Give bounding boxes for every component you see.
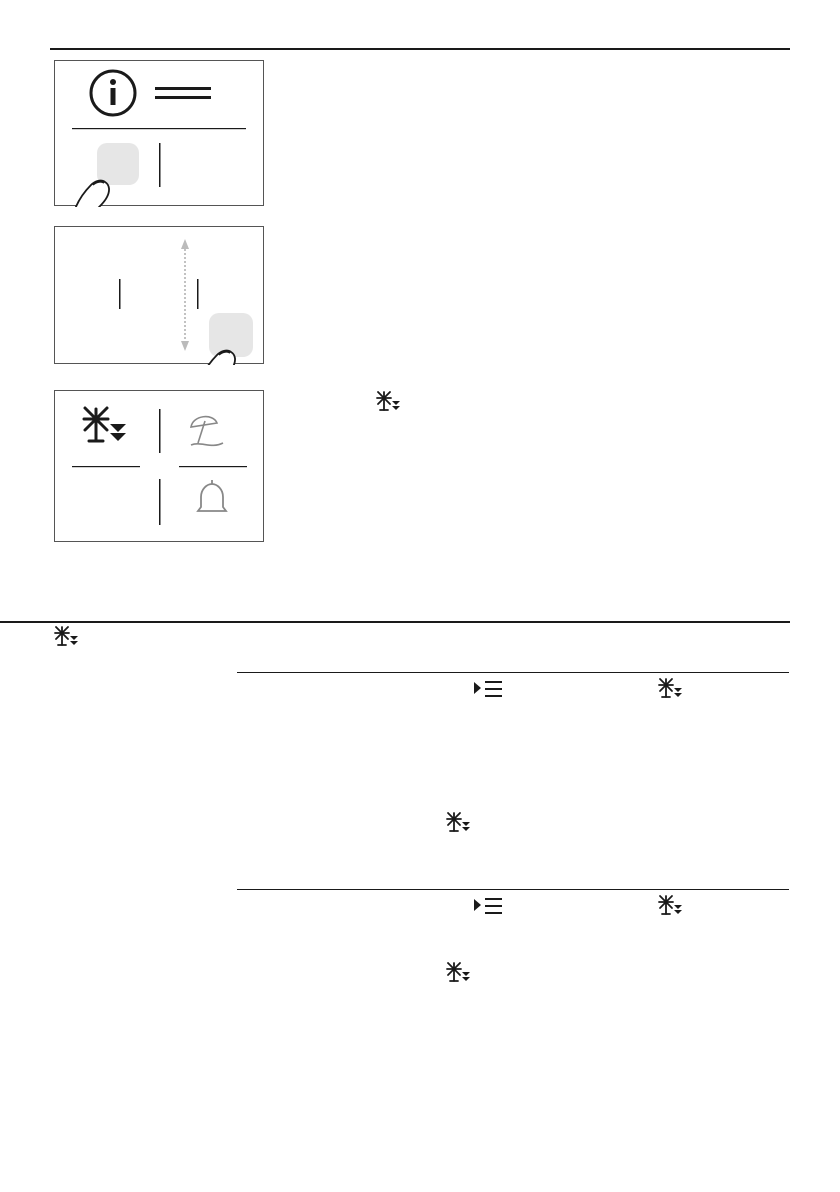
table-top-rule <box>0 621 790 623</box>
holiday-icon[interactable] <box>191 417 223 446</box>
menu-arrow-icon <box>472 894 504 918</box>
table-row-rule <box>237 889 789 890</box>
superfreeze-icon <box>52 624 80 648</box>
touch-button[interactable] <box>97 143 139 185</box>
separator <box>159 479 161 525</box>
panel-divider <box>72 466 140 467</box>
header-rule <box>50 48 790 50</box>
separator <box>159 409 161 453</box>
superfreeze-icon <box>374 389 402 413</box>
alarm-bell-icon[interactable] <box>198 480 226 511</box>
separator <box>119 279 121 309</box>
separator <box>197 279 199 309</box>
panel-divider <box>179 466 247 467</box>
panel-divider <box>72 128 246 129</box>
menu-arrow-icon <box>472 677 504 701</box>
finger-tap-icon <box>75 181 109 207</box>
function-panel <box>54 390 264 542</box>
info-menu-panel <box>54 60 264 206</box>
separator <box>159 143 161 187</box>
superfreeze-icon <box>444 960 472 984</box>
menu-lines-icon <box>155 87 211 99</box>
table-row-rule <box>237 672 789 673</box>
scroll-panel <box>54 226 264 364</box>
superfreeze-icon <box>444 810 472 834</box>
scroll-arrow-icon <box>181 239 189 351</box>
superfreeze-icon <box>656 893 684 917</box>
touch-button[interactable] <box>209 313 253 357</box>
superfreeze-icon[interactable] <box>84 408 126 441</box>
info-icon <box>91 71 135 115</box>
superfreeze-icon <box>656 676 684 700</box>
